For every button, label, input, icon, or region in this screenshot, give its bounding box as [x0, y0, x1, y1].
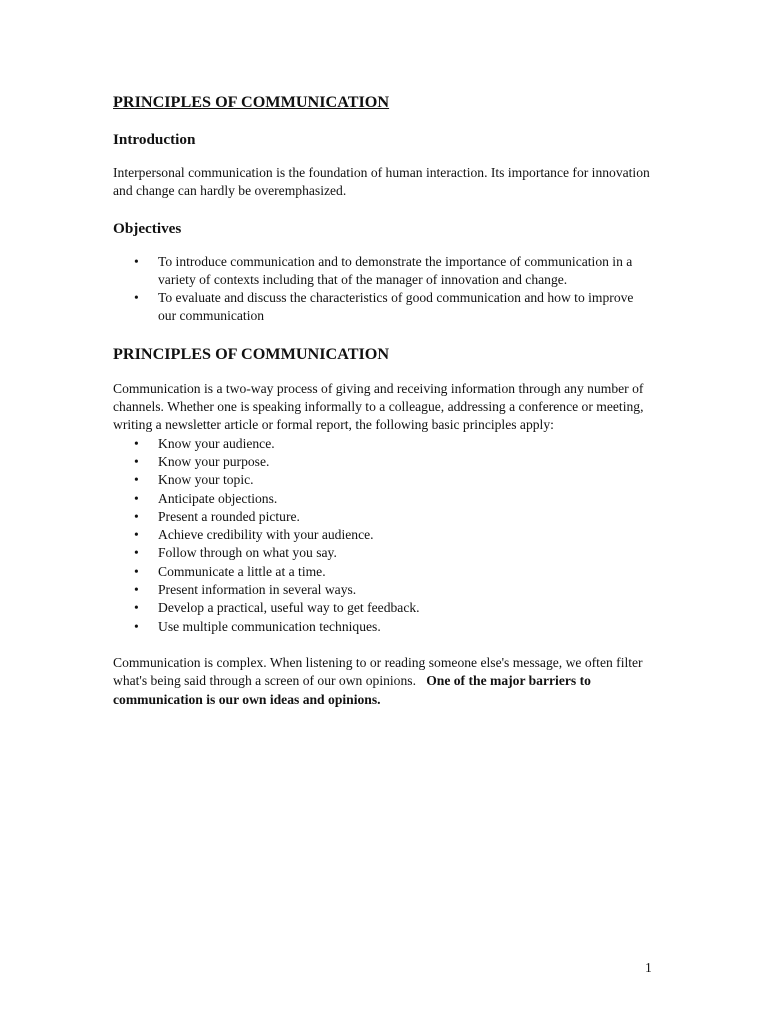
introduction-heading: Introduction: [113, 131, 196, 148]
principle-item: • Anticipate objections.: [113, 490, 653, 508]
principles-heading: PRINCIPLES OF COMMUNICATION: [113, 344, 390, 363]
principle-item: • Develop a practical, useful way to get feedback.: [113, 599, 653, 617]
introduction-text: Interpersonal communication is the foundation of human interaction. Its importance for innovation and change can hardly be overemphasized.: [113, 165, 650, 199]
closing-bold-text: One of the major barriers to communication is our own ideas and opinions.: [113, 673, 591, 707]
principle-item: • Present information in several ways.: [113, 581, 653, 599]
principle-item: • Present a rounded picture.: [113, 508, 653, 526]
objectives-list: [113, 253, 653, 326]
principle-item: • Achieve credibility with your audience.: [113, 526, 653, 544]
page-number: 1: [645, 960, 652, 975]
closing-paragraph: [113, 654, 653, 709]
principles-intro-text: Communication is a two-way process of giving and receiving information through any number of channels. Whether one is speaking informally to a colleague, addressing a conference or meeting, writing a newsletter article or formal report, the following basic principles apply:: [113, 380, 644, 433]
closing-text: Communication is complex. When listening to or reading someone else's message, we often filter what's being said through a screen of our own opinions.: [113, 654, 643, 689]
document-title: PRINCIPLES OF COMMUNICATION: [113, 93, 390, 111]
principle-item: • Communicate a little at a time.: [113, 563, 653, 581]
objective-item: • To evaluate and discuss the characteristics of good communication and how to improve our communication: [113, 289, 653, 326]
document-body: [113, 92, 653, 709]
principle-item: • Follow through on what you say.: [113, 544, 653, 562]
principle-item: • Know your audience.: [113, 435, 653, 453]
principle-item: • Use multiple communication techniques.: [113, 618, 653, 636]
objectives-heading: Objectives: [113, 219, 182, 237]
principles-list: [113, 435, 653, 636]
principle-item: • Know your topic.: [113, 471, 653, 489]
principle-item: • Know your purpose.: [113, 453, 653, 471]
objective-item: • To introduce communication and to demonstrate the importance of communication in a variety of contexts including that of the manager of innovation and change.: [113, 253, 653, 290]
